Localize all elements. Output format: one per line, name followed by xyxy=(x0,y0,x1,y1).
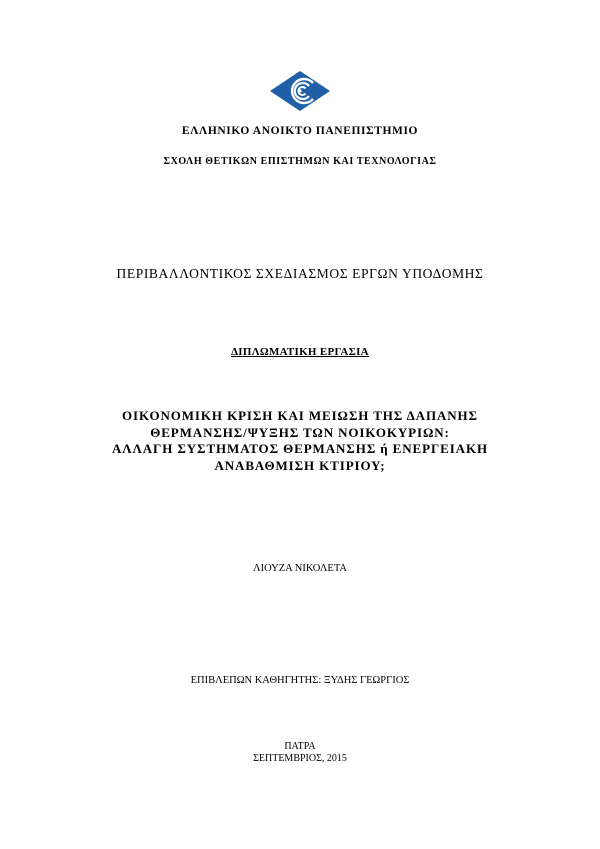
city-name: ΠΑΤΡΑ xyxy=(284,741,316,752)
thesis-title-line: ΟΙΚΟΝΟΜΙΚΗ ΚΡΙΣΗ ΚΑΙ ΜΕΙΩΣΗ ΤΗΣ ΔΑΠΑΝΗΣ xyxy=(122,408,478,423)
thesis-title-line: ΘΕΡΜΑΝΣΗΣ/ΨΥΞΗΣ ΤΩΝ ΝΟΙΚΟΚΥΡΙΩΝ: xyxy=(150,424,450,440)
program-name: ΠΕΡΙΒΑΛΛΟΝΤΙΚΟΣ ΣΧΕΔΙΑΣΜΟΣ ΕΡΓΩΝ ΥΠΟΔΟΜΗΣ xyxy=(116,266,484,281)
university-name: ΕΛΛΗΝΙΚΟ ΑΝΟΙΚΤΟ ΠΑΝΕΠΙΣΤΗΜΙΟ xyxy=(181,125,419,137)
supervisor-line: ΕΠΙΒΛΕΠΩΝ ΚΑΘΗΓΗΤΗΣ: ΞΥΔΗΣ ΓΕΩΡΓΙΟΣ xyxy=(190,675,410,686)
university-logo-icon xyxy=(269,70,331,112)
thesis-type-heading: ΔΙΠΛΩΜΑΤΙΚΗ ΕΡΓΑΣΙΑ xyxy=(231,346,369,358)
thesis-title-line: ΑΝΑΒΑΘΜΙΣΗ ΚΤΙΡΙΟΥ; xyxy=(214,457,386,473)
thesis-title-line: ΑΛΛΑΓΗ ΣΥΣΤΗΜΑΤΟΣ ΘΕΡΜΑΝΣΗΣ ή ΕΝΕΡΓΕΙΑΚΗ xyxy=(112,441,488,456)
author-name: ΛΙΟΥΖΑ ΝΙΚΟΛΕΤΑ xyxy=(253,563,347,574)
school-name: ΣΧΟΛΗ ΘΕΤΙΚΩΝ ΕΠΙΣΤΗΜΩΝ ΚΑΙ ΤΕΧΝΟΛΟΓΙΑΣ xyxy=(163,156,437,167)
submission-date: ΣΕΠΤΕΜΒΡΙΟΣ, 2015 xyxy=(253,753,347,764)
thesis-title xyxy=(0,408,600,474)
